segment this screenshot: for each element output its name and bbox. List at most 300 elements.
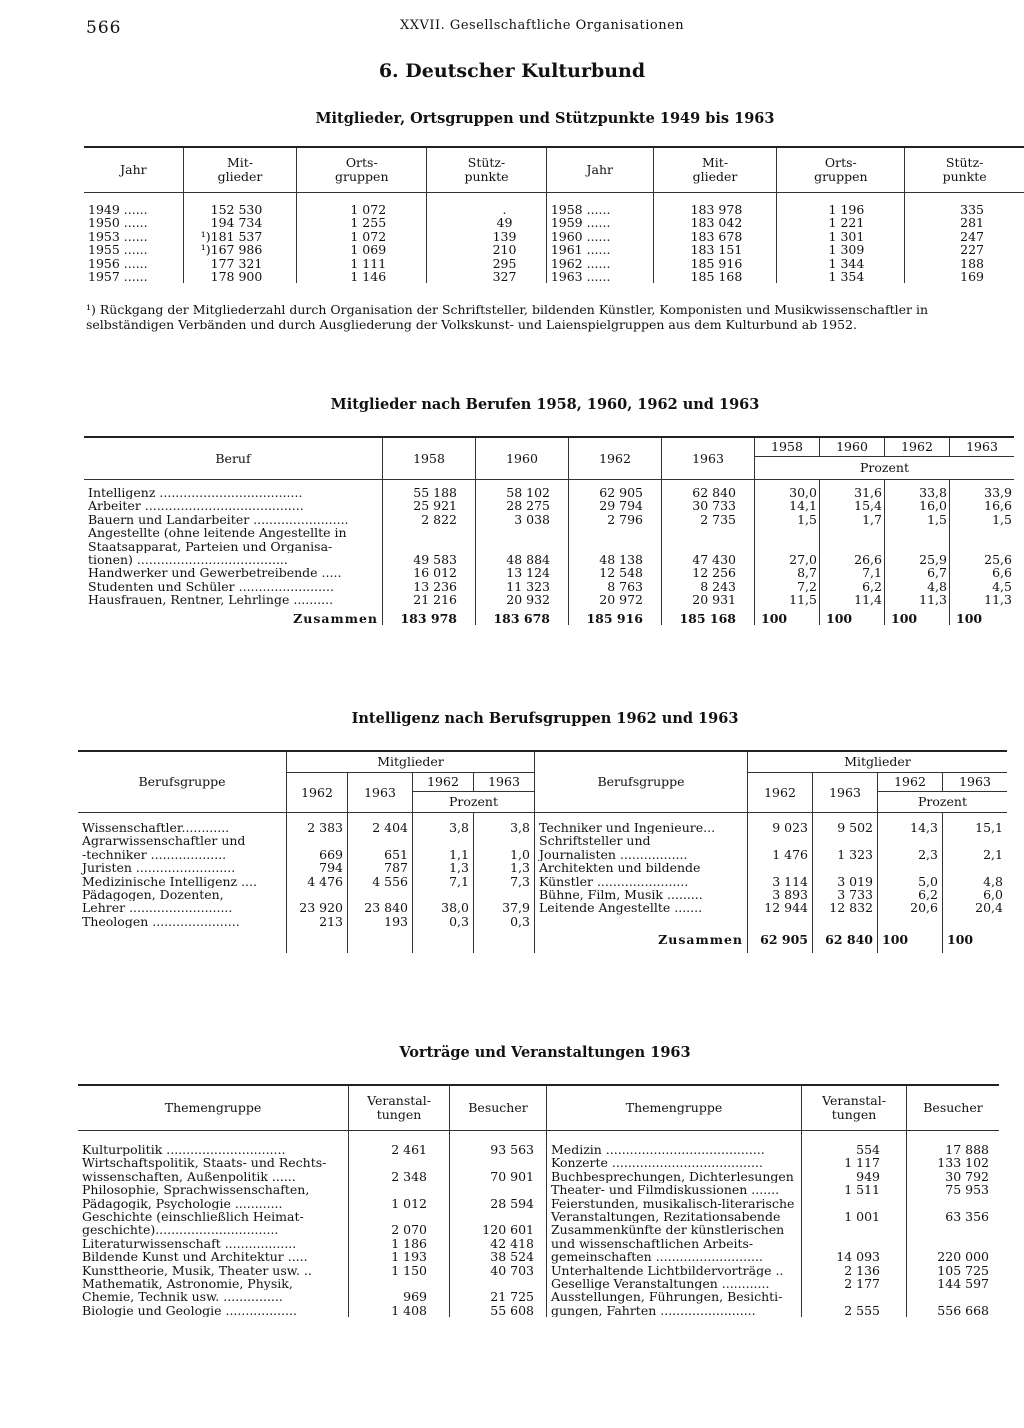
table2-cell: 33,9 xyxy=(950,486,1015,499)
table2-cell: 55 188 xyxy=(383,486,476,499)
table2-cell: 11 323 xyxy=(476,580,569,593)
table1-wrap xyxy=(84,146,1024,283)
table1-header-cell: Orts- gruppen xyxy=(297,147,427,193)
table2-cell: 8,7 xyxy=(755,566,820,579)
table2-cell xyxy=(383,540,476,553)
table-row xyxy=(84,580,1014,593)
table-row xyxy=(78,875,1007,888)
table4-right-cell: gungen, Fahrten ........................ xyxy=(547,1304,802,1317)
table3-right-cell: Bühne, Film, Musik ......... xyxy=(535,888,748,901)
table3-left-cell: 213 xyxy=(287,915,348,928)
table2-cell xyxy=(885,540,950,553)
table3-right-cell xyxy=(748,834,813,847)
table4-right-cell xyxy=(907,1290,1000,1303)
table2-total-cell: 100 xyxy=(820,607,885,625)
table1-cell: 1 072 xyxy=(297,203,427,216)
table4-right-cell: 2 136 xyxy=(802,1264,907,1277)
table1-cell: 178 900 xyxy=(183,270,297,283)
table3-right-cell: 14,3 xyxy=(878,821,943,834)
table4-left-cell: Bildende Kunst und Architektur ..... xyxy=(82,1250,308,1264)
table4-left-cell xyxy=(450,1210,547,1223)
table1-cell: 1 309 xyxy=(777,243,905,256)
table3-left-cell: 787 xyxy=(348,861,413,874)
table4-left-cell: 38 524 xyxy=(450,1250,547,1263)
table2-cell xyxy=(820,526,885,539)
table4-spacer-cell xyxy=(78,1131,349,1144)
table3-right-cell xyxy=(878,861,943,874)
table1-cell: 183 978 xyxy=(653,203,777,216)
table4-right-cell: Buchbesprechungen, Dichterlesungen xyxy=(547,1170,802,1183)
table3-right-cell xyxy=(813,861,878,874)
table4-right-cell xyxy=(907,1197,1000,1210)
table3-header-group: Berufsgruppe xyxy=(535,751,748,813)
table2-header-year: 1963 xyxy=(662,437,755,480)
table4-right-cell xyxy=(802,1197,907,1210)
table2-cell: 20 972 xyxy=(569,593,662,606)
table4-right-cell: 14 093 xyxy=(802,1250,907,1263)
table-row xyxy=(78,1290,999,1303)
table4-left-cell: 40 703 xyxy=(450,1264,547,1277)
table3-header-pct-year: 1962 xyxy=(413,773,474,792)
table4-left-cell: 1 193 xyxy=(349,1250,450,1263)
table4-right-cell: 220 000 xyxy=(907,1250,1000,1263)
table3-left-cell: -techniker ................... xyxy=(82,847,227,862)
table2-cell: 28 275 xyxy=(476,499,569,512)
table4-right-cell xyxy=(907,1223,1000,1236)
table1-cell: 295 xyxy=(427,257,547,270)
table4-right-cell xyxy=(802,1223,907,1236)
table3-right-cell: 12 832 xyxy=(813,901,878,914)
table2-cell xyxy=(662,540,755,553)
table2-cell xyxy=(476,526,569,539)
table2-cell: Bauern und Landarbeiter ........................ xyxy=(88,512,349,527)
table3-right-cell xyxy=(943,861,1008,874)
table1-cell: . xyxy=(427,203,547,216)
table3-right-cell xyxy=(878,915,943,928)
table4-left-cell: 55 608 xyxy=(450,1304,547,1317)
table3-left-cell: 3,8 xyxy=(474,821,535,834)
table2-cell: 2 822 xyxy=(383,513,476,526)
table4-right-cell xyxy=(907,1237,1000,1250)
table2-header-year: 1958 xyxy=(383,437,476,480)
table2-cell: 11,3 xyxy=(885,593,950,606)
table-row xyxy=(84,499,1014,512)
table4-right-cell: gemeinschaften ........................... xyxy=(547,1250,802,1263)
table1-cell: 1962 ...... xyxy=(546,257,653,270)
page-title: 6. Deutscher Kulturbund xyxy=(378,60,646,82)
table1-cell: 1959 ...... xyxy=(546,216,653,229)
table-row xyxy=(84,243,1024,256)
table4-left-cell: 1 408 xyxy=(349,1304,450,1317)
table1-header-cell: Orts- gruppen xyxy=(777,147,905,193)
table2-cell: 25,6 xyxy=(950,553,1015,566)
table2-cell xyxy=(885,526,950,539)
table2-cell: 27,0 xyxy=(755,553,820,566)
table3-left-cell xyxy=(348,834,413,847)
table3-left-cell: Agrarwissenschaftler und xyxy=(82,834,246,848)
table-row xyxy=(84,593,1014,606)
table1-cell: 49 xyxy=(427,216,547,229)
table2-cell: 7,2 xyxy=(755,580,820,593)
table4-left-cell: Wirtschaftspolitik, Staats- und Rechts- xyxy=(82,1156,327,1170)
table3-left-cell: Pädagogen, Dozenten, xyxy=(82,888,224,902)
table2-cell xyxy=(950,526,1015,539)
table-row xyxy=(84,270,1024,283)
table1-cell: ¹)181 537 xyxy=(183,230,297,243)
table3-left-cell: 23 840 xyxy=(348,901,413,914)
table4-header-cell: Besucher xyxy=(450,1085,547,1131)
table1-cell: 1 111 xyxy=(297,257,427,270)
table3-left-cell: 7,3 xyxy=(474,875,535,888)
table4-right-cell: Theater- und Filmdiskussionen ....... xyxy=(547,1183,802,1196)
table2-cell: 8 243 xyxy=(662,580,755,593)
table3-spacer-cell xyxy=(78,813,287,822)
table4-left-cell: 93 563 xyxy=(450,1143,547,1156)
table1-cell: 1 255 xyxy=(297,216,427,229)
table4-left-cell xyxy=(349,1183,450,1196)
table3-left-cell: 23 920 xyxy=(287,901,348,914)
table3-left-cell: Wissenschaftler............ xyxy=(82,821,230,835)
table4-left-cell: 1 186 xyxy=(349,1237,450,1250)
table3-left-cell: 7,1 xyxy=(413,875,474,888)
table3-left-cell: 0,3 xyxy=(413,915,474,928)
table4-left-cell xyxy=(349,1277,450,1290)
table3-left-cell: 0,3 xyxy=(474,915,535,928)
table3-left-cell: Juristen ......................... xyxy=(82,861,236,875)
table4-left-cell: 2 070 xyxy=(349,1223,450,1236)
table-row xyxy=(84,553,1014,566)
table3-right-cell: 9 502 xyxy=(813,821,878,834)
table4-right-cell: 17 888 xyxy=(907,1143,1000,1156)
page-number: 566 xyxy=(86,18,122,38)
table2-total-cell: 100 xyxy=(950,607,1015,625)
table1-cell: 1961 ...... xyxy=(546,243,653,256)
table-row xyxy=(84,566,1014,579)
table2-header-pct-year: 1960 xyxy=(820,437,885,457)
table4-left-cell: 1 012 xyxy=(349,1197,450,1210)
table4-left-cell xyxy=(450,1277,547,1290)
table3-total-cell: 62 905 xyxy=(748,928,813,953)
table2-header-year: 1960 xyxy=(476,437,569,480)
table4-right-cell: Ausstellungen, Führungen, Besichti- xyxy=(547,1290,802,1303)
table1-cell: 183 042 xyxy=(653,216,777,229)
table2-header-prozent: Prozent xyxy=(755,457,1015,480)
table1-header-cell: Stütz- punkte xyxy=(905,147,1024,193)
table3-right-cell: Architekten und bildende xyxy=(535,861,748,874)
table2-cell: 11,4 xyxy=(820,593,885,606)
table3-header-year: 1962 xyxy=(287,773,348,813)
table1-cell: 1955 ...... xyxy=(88,242,148,258)
table3-right-cell: 15,1 xyxy=(943,821,1008,834)
table4 xyxy=(78,1084,999,1317)
table2-cell: 62 905 xyxy=(569,486,662,499)
table1-cell: 194 734 xyxy=(183,216,297,229)
table2-cell: Staatsapparat, Parteien und Organisa- xyxy=(88,539,333,554)
table1-cell: 169 xyxy=(905,270,1024,283)
table2-title: Mitglieder nach Berufen 1958, 1960, 1962 und 1963 xyxy=(330,396,760,413)
table2-total-cell: 183 678 xyxy=(476,607,569,625)
table3-total-cell: 100 xyxy=(878,928,943,953)
table3-header-pct-year: 1962 xyxy=(878,773,943,792)
table3-left-cell: 669 xyxy=(287,848,348,861)
table3-right-cell: 3 114 xyxy=(748,875,813,888)
table4-right-cell: 1 117 xyxy=(802,1156,907,1169)
table3-total-cell: 100 xyxy=(943,928,1008,953)
table1-spacer-cell xyxy=(427,193,547,204)
table4-spacer-cell xyxy=(547,1131,802,1144)
table3-header-mitglieder: Mitglieder xyxy=(287,751,535,773)
table-row xyxy=(78,834,1007,847)
table-row xyxy=(78,1264,999,1277)
table1-cell: 1957 ...... xyxy=(88,269,148,285)
table3-left-cell xyxy=(474,888,535,901)
table2-cell: 8 763 xyxy=(569,580,662,593)
table2-cell: 12 256 xyxy=(662,566,755,579)
table3-right-cell: 2,1 xyxy=(943,848,1008,861)
table3-left-cell: Theologen ...................... xyxy=(82,914,240,929)
table1-cell: 177 321 xyxy=(183,257,297,270)
table3-header-pct-year: 1963 xyxy=(943,773,1008,792)
table4-left-cell: 120 601 xyxy=(450,1223,547,1236)
table2-total-cell: 185 168 xyxy=(662,607,755,625)
table3-right-cell: Techniker und Ingenieure... xyxy=(535,821,748,834)
table4-left-cell: 21 725 xyxy=(450,1290,547,1303)
table4-left-cell: Chemie, Technik usw. ............... xyxy=(82,1290,283,1304)
table2-cell xyxy=(950,540,1015,553)
table1-header-cell: Mit- glieder xyxy=(183,147,297,193)
table1 xyxy=(84,146,1024,283)
table1-cell: 1 196 xyxy=(777,203,905,216)
table4-right-cell: 2 177 xyxy=(802,1277,907,1290)
table4-header-cell: Besucher xyxy=(907,1085,1000,1131)
table4-left-cell: Philosophie, Sprachwissenschaften, xyxy=(82,1183,310,1197)
table-row xyxy=(78,1156,999,1169)
table3-left-cell: 1,3 xyxy=(413,861,474,874)
table3-right-cell xyxy=(878,834,943,847)
table1-cell: 1963 ...... xyxy=(546,270,653,283)
table4-left-cell: geschichte)............................... xyxy=(82,1223,279,1237)
table2-cell: 14,1 xyxy=(755,499,820,512)
table4-wrap xyxy=(78,1084,999,1317)
table2-cell: 16,6 xyxy=(950,499,1015,512)
table4-header-cell: Themengruppe xyxy=(78,1085,349,1131)
table3-right-cell: 6,2 xyxy=(878,888,943,901)
table2-wrap xyxy=(84,436,1014,625)
table3-left-cell xyxy=(287,834,348,847)
table2-cell: Handwerker und Gewerbetreibende ..... xyxy=(88,566,342,580)
table1-cell: 335 xyxy=(905,203,1024,216)
table4-right-cell: 63 356 xyxy=(907,1210,1000,1223)
table1-cell: 1 069 xyxy=(297,243,427,256)
table2-cell: 31,6 xyxy=(820,486,885,499)
table2-cell: 11,3 xyxy=(950,593,1015,606)
table2-cell xyxy=(476,540,569,553)
table3-right-cell: Schriftsteller und xyxy=(535,834,748,847)
table3-empty-cell xyxy=(78,928,287,953)
table2-total-cell: 100 xyxy=(885,607,950,625)
table4-right-cell: 105 725 xyxy=(907,1264,1000,1277)
table4-right-cell: 144 597 xyxy=(907,1277,1000,1290)
table2-cell: 47 430 xyxy=(662,553,755,566)
table2-total-cell: Zusammen xyxy=(293,610,378,626)
table4-right-cell: 1 511 xyxy=(802,1183,907,1196)
table1-cell: 1958 ...... xyxy=(546,203,653,216)
table2-cell: 20 932 xyxy=(476,593,569,606)
table4-right-cell: 133 102 xyxy=(907,1156,1000,1169)
table2-cell: 13 124 xyxy=(476,566,569,579)
table3-header-prozent: Prozent xyxy=(878,792,1008,813)
table1-cell: 1956 ...... xyxy=(88,255,148,271)
table3-right-cell: 20,6 xyxy=(878,901,943,914)
table1-cell: 1960 ...... xyxy=(546,230,653,243)
table-row xyxy=(84,257,1024,270)
table3-left-cell xyxy=(474,834,535,847)
table2-cell: 11,5 xyxy=(755,593,820,606)
table-row xyxy=(78,1223,999,1236)
table4-left-cell: 1 150 xyxy=(349,1264,450,1277)
table4-left-cell xyxy=(450,1183,547,1196)
table1-title: Mitglieder, Ortsgruppen und Stützpunkte 1949 bis 1963 xyxy=(315,110,775,127)
table4-left-cell: 2 461 xyxy=(349,1143,450,1156)
table2-cell: 3 038 xyxy=(476,513,569,526)
table3-right-cell xyxy=(748,915,813,928)
table2-cell: 29 794 xyxy=(569,499,662,512)
table3-right-cell: 2,3 xyxy=(878,848,943,861)
table3-total-row xyxy=(78,928,1007,953)
table3-left-cell: 1,1 xyxy=(413,848,474,861)
table2-header-pct-year: 1958 xyxy=(755,437,820,457)
table3-empty-cell xyxy=(287,928,348,953)
table3-header-year: 1962 xyxy=(748,773,813,813)
table2-cell: Hausfrauen, Rentner, Lehrlinge .......... xyxy=(88,593,334,607)
table-row xyxy=(78,901,1007,914)
table-row xyxy=(78,848,1007,861)
table-row xyxy=(78,1183,999,1196)
table2-cell: 33,8 xyxy=(885,486,950,499)
table4-left-cell: Literaturwissenschaft .................. xyxy=(82,1236,297,1251)
table3-title: Intelligenz nach Berufsgruppen 1962 und 1963 xyxy=(351,710,739,727)
table2-cell: 49 583 xyxy=(383,553,476,566)
table4-left-cell: 969 xyxy=(349,1290,450,1303)
table2-cell xyxy=(755,526,820,539)
table3-empty-cell xyxy=(348,928,413,953)
table3-header-pct-year: 1963 xyxy=(474,773,535,792)
table4-left-cell xyxy=(450,1156,547,1169)
table2-cell: 7,1 xyxy=(820,566,885,579)
table3-right-cell: 3 019 xyxy=(813,875,878,888)
table2-cell: Angestellte (ohne leitende Angestellte in xyxy=(88,526,347,540)
table2-cell xyxy=(662,526,755,539)
table3-header-year: 1963 xyxy=(813,773,878,813)
table2-cell: 26,6 xyxy=(820,553,885,566)
table-row xyxy=(84,230,1024,243)
table4-left-cell xyxy=(349,1156,450,1169)
table2-cell: Arbeiter ........................................ xyxy=(88,499,304,513)
table4-right-cell: Veranstaltungen, Rezitationsabende xyxy=(547,1210,802,1223)
table2-cell xyxy=(755,540,820,553)
table3-header-prozent: Prozent xyxy=(413,792,535,813)
table2-cell: 1,7 xyxy=(820,513,885,526)
table3-right-cell: 4,8 xyxy=(943,875,1008,888)
table-row xyxy=(84,540,1014,553)
table4-title: Vorträge und Veranstaltungen 1963 xyxy=(399,1044,691,1061)
table3-left-cell: Lehrer .......................... xyxy=(82,901,233,915)
table-row xyxy=(78,821,1007,834)
table2-cell: 48 138 xyxy=(569,553,662,566)
table2-total-cell: 185 916 xyxy=(569,607,662,625)
table2-cell: 6,7 xyxy=(885,566,950,579)
table2 xyxy=(84,436,1014,625)
table1-cell: 227 xyxy=(905,243,1024,256)
table3-left-cell: 651 xyxy=(348,848,413,861)
table4-left-cell: 42 418 xyxy=(450,1237,547,1250)
table1-cell: 1 146 xyxy=(297,270,427,283)
table2-cell: tionen) ...................................... xyxy=(88,553,288,567)
table4-right-cell xyxy=(802,1290,907,1303)
table1-cell: 1 354 xyxy=(777,270,905,283)
table3-right-cell: Künstler ....................... xyxy=(535,875,748,888)
table3-empty-cell xyxy=(474,928,535,953)
table2-cell: 6,2 xyxy=(820,580,885,593)
table3-right-cell: 1 476 xyxy=(748,848,813,861)
table2-total-cell: 100 xyxy=(755,607,820,625)
table4-right-cell: 1 001 xyxy=(802,1210,907,1223)
table3-right-cell: Leitende Angestellte ....... xyxy=(535,901,748,914)
table1-cell: 281 xyxy=(905,216,1024,229)
table4-right-cell: 30 792 xyxy=(907,1170,1000,1183)
running-header: XXVII. Gesellschaftliche Organisationen xyxy=(400,18,685,33)
table1-header-cell: Jahr xyxy=(84,147,183,193)
table2-cell: 13 236 xyxy=(383,580,476,593)
table2-cell: 30 733 xyxy=(662,499,755,512)
table2-header-beruf: Beruf xyxy=(84,437,383,480)
table2-header-year: 1962 xyxy=(569,437,662,480)
table4-left-cell: 70 901 xyxy=(450,1170,547,1183)
table4-spacer-cell xyxy=(802,1131,907,1144)
table2-cell: 25 921 xyxy=(383,499,476,512)
table1-cell: 152 530 xyxy=(183,203,297,216)
table-row xyxy=(78,888,1007,901)
table3-left-cell: 193 xyxy=(348,915,413,928)
table3-left-cell xyxy=(287,888,348,901)
table3-left-cell: 38,0 xyxy=(413,901,474,914)
table1-cell: 1 344 xyxy=(777,257,905,270)
table3-header-mitglieder: Mitglieder xyxy=(748,751,1008,773)
table-row xyxy=(78,1304,999,1317)
table3-spacer-cell xyxy=(535,813,748,822)
table1-cell: 185 168 xyxy=(653,270,777,283)
table-row xyxy=(78,1170,999,1183)
table-row xyxy=(78,1277,999,1290)
table3-right-cell: 3 893 xyxy=(748,888,813,901)
table2-cell: Intelligenz .................................... xyxy=(88,486,303,500)
table3-left-cell: 37,9 xyxy=(474,901,535,914)
table3-left-cell: Medizinische Intelligenz .... xyxy=(82,874,257,889)
table3-right-cell: 6,0 xyxy=(943,888,1008,901)
table2-cell xyxy=(569,540,662,553)
table1-cell: 327 xyxy=(427,270,547,283)
table2-cell: 4,5 xyxy=(950,580,1015,593)
table3-header-year: 1963 xyxy=(348,773,413,813)
table3-left-cell xyxy=(413,888,474,901)
table3-right-cell xyxy=(813,834,878,847)
table3-right-cell: 12 944 xyxy=(748,901,813,914)
table2-total-cell: 183 978 xyxy=(383,607,476,625)
table2-cell: 30,0 xyxy=(755,486,820,499)
table4-right-cell: Unterhaltende Lichtbildervorträge .. xyxy=(547,1264,802,1277)
table4-header-cell: Veranstal- tungen xyxy=(349,1085,450,1131)
table2-header-row xyxy=(84,437,1014,457)
